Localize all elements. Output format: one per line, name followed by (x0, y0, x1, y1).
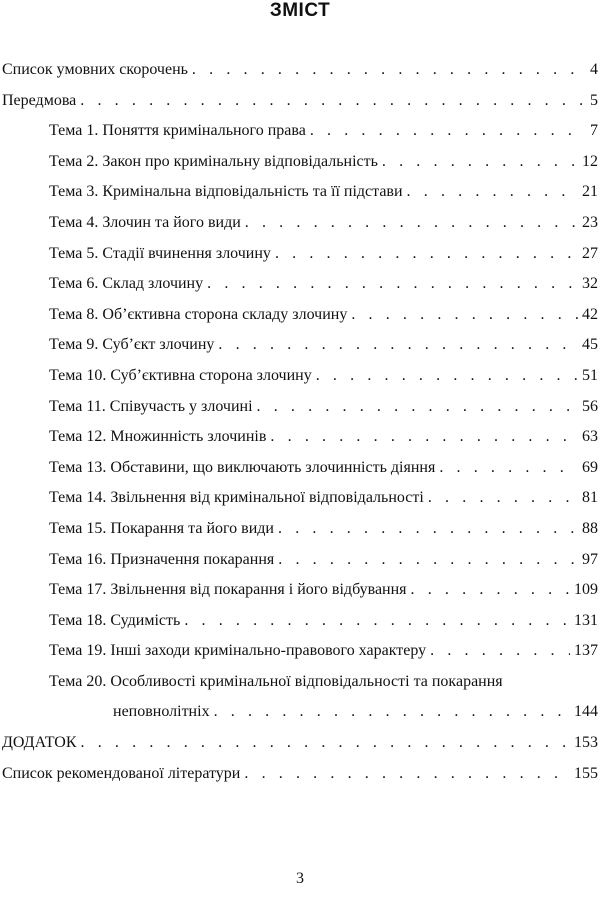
toc-entry-title: Тема 17. Звільнення від покарання і його відбування (49, 581, 407, 599)
toc-entry (0, 334, 600, 365)
toc-entry-page: 7 (590, 122, 598, 140)
toc-entry-title: Тема 4. Злочин та його види (49, 213, 241, 231)
toc-leader-dots (184, 610, 570, 632)
toc-entry-page: 42 (582, 305, 598, 323)
toc-entry-page: 32 (582, 275, 598, 293)
page-number: 3 (296, 870, 304, 887)
toc-entry-page: 131 (574, 611, 598, 629)
toc-leader-dots (351, 304, 578, 326)
toc-entry (0, 426, 600, 457)
toc-entry-page: 153 (574, 734, 598, 752)
toc-entry-title: Тема 20. Особливості кримінальної відповідальності та покарання (49, 672, 503, 690)
toc-entry-title: Тема 3. Кримінальна відповідальність та її підстави (49, 183, 403, 201)
toc-entry-page: 56 (582, 397, 598, 415)
toc-entry (0, 549, 600, 580)
toc-entry (0, 212, 600, 243)
toc-leader-dots (244, 763, 570, 785)
toc-entry (0, 90, 600, 121)
toc-leader-dots (214, 701, 570, 723)
toc-entry (0, 304, 600, 335)
toc-entry-title: Тема 10. Суб’єктивна сторона злочину (49, 366, 312, 384)
toc-leader-dots (80, 90, 584, 112)
toc-entry-title: Тема 12. Множинність злочинів (49, 428, 267, 446)
toc-entry (0, 487, 600, 518)
toc-entry-page: 4 (590, 61, 598, 78)
toc-entry (0, 120, 600, 151)
toc-entry (0, 365, 600, 396)
toc-entry (0, 579, 600, 610)
table-of-contents (0, 59, 600, 793)
toc-entry-title: Тема 19. Інші заходи кримінально-правового характеру (49, 642, 427, 660)
toc-entry-title: Передмова (2, 91, 77, 109)
toc-entry (0, 273, 600, 304)
toc-entry (0, 518, 600, 549)
toc-leader-dots (439, 457, 578, 479)
toc-leader-dots (207, 273, 578, 295)
toc-leader-dots (270, 426, 578, 448)
toc-leader-dots (278, 518, 578, 540)
toc-leader-dots (257, 396, 578, 418)
toc-entry-title: Тема 1. Поняття кримінального права (49, 122, 306, 140)
toc-entry (0, 396, 600, 427)
toc-entry (0, 640, 600, 671)
toc-leader-dots (310, 120, 584, 142)
toc-entry (0, 763, 600, 794)
toc-leader-dots (407, 181, 578, 203)
toc-leader-dots (316, 365, 578, 387)
toc-entry-title: Тема 11. Співучасть у злочині (49, 397, 253, 415)
toc-entry (0, 181, 600, 212)
toc-entry-title: ДОДАТОК (2, 734, 77, 752)
toc-entry-title: Тема 16. Призначення покарання (49, 550, 275, 568)
toc-entry (0, 59, 600, 90)
toc-entry-page: 137 (574, 642, 598, 660)
toc-entry-page: 109 (574, 581, 598, 599)
toc-entry-title: Тема 8. Об’єктивна сторона складу злочину (49, 305, 348, 323)
toc-leader-dots (81, 732, 570, 754)
toc-entry-page: 97 (582, 550, 598, 568)
toc-entry-title-continuation: неповнолітніх (113, 703, 210, 721)
toc-entry-page: 12 (582, 152, 598, 170)
toc-entry-page: 5 (590, 91, 598, 109)
toc-entry-page: 69 (582, 458, 598, 476)
toc-leader-dots (411, 579, 570, 601)
toc-entry-continuation (0, 701, 600, 732)
toc-entry (0, 671, 600, 702)
toc-entry-title: Тема 9. Суб’єкт злочину (49, 336, 215, 354)
toc-entry-page: 21 (582, 183, 598, 201)
toc-entry-page: 144 (574, 703, 598, 721)
toc-entry-title: Тема 5. Стадії вчинення злочину (49, 244, 271, 262)
toc-entry-title: Тема 14. Звільнення від кримінальної відповідальності (49, 489, 424, 507)
toc-entry-page: 23 (582, 213, 598, 231)
toc-leader-dots (245, 212, 578, 234)
toc-entry-title: Тема 6. Склад злочину (49, 275, 204, 293)
toc-entry-page: 51 (582, 366, 598, 384)
toc-leader-dots (382, 151, 578, 173)
toc-entry-title: Список умовних скорочень (2, 61, 188, 78)
toc-entry (0, 243, 600, 274)
toc-leader-dots (218, 334, 578, 356)
page-title: ЗМІСТ (269, 0, 331, 21)
toc-entry (0, 457, 600, 488)
toc-leader-dots (428, 487, 578, 509)
toc-entry (0, 610, 600, 641)
toc-entry-page: 155 (574, 764, 598, 782)
toc-leader-dots (192, 59, 584, 81)
toc-entry-title: Тема 2. Закон про кримінальну відповідальність (49, 152, 378, 170)
toc-entry-page: 81 (582, 489, 598, 507)
toc-leader-dots (275, 243, 578, 265)
toc-entry-title: Тема 18. Судимість (49, 611, 181, 629)
toc-entry-page: 45 (582, 336, 598, 354)
toc-entry-title: Список рекомендованої літератури (2, 764, 241, 782)
toc-entry-page: 63 (582, 428, 598, 446)
toc-leader-dots (430, 640, 570, 662)
toc-entry-page: 27 (582, 244, 598, 262)
toc-entry-title: Тема 15. Покарання та його види (49, 519, 274, 537)
toc-entry (0, 732, 600, 763)
toc-entry-title: Тема 13. Обставини, що виключають злочинність діяння (49, 458, 436, 476)
toc-entry (0, 151, 600, 182)
toc-leader-dots (278, 549, 578, 571)
toc-entry-page: 88 (582, 519, 598, 537)
